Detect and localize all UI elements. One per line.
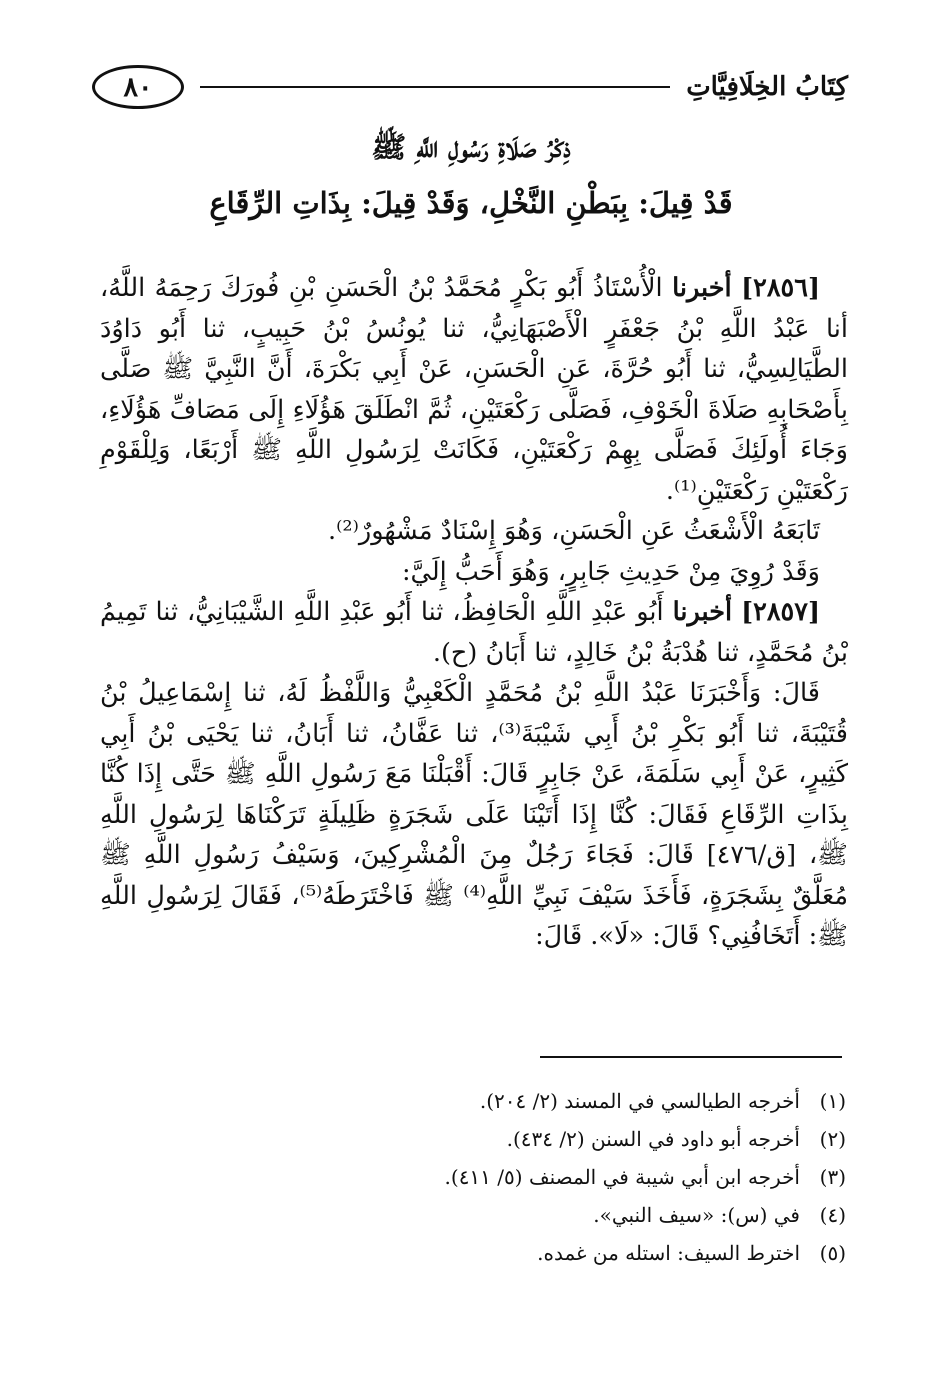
- footnote-number: (٤): [819, 1203, 846, 1227]
- hadith-continuation: قَالَ: وَأَخْبَرَنَا عَبْدُ اللَّهِ بْنُ مُحَمَّدٍ الْكَعْبِيُّ وَاللَّفْظُ لَهُ، ثنا إِسْمَاعِيلُ بْنُ قُتَيْبَةَ، ثنا أَبُو بَكْرِ بْنُ أَبِي شَيْبَةَ⁽³⁾، ثنا عَفَّانُ، ثنا أَبَانُ، ثنا يَحْيَى بْنُ أَبِي كَثِيرٍ، عَنْ أَبِي سَلَمَةَ، عَنْ جَابِرٍ قَالَ: أَقْبَلْنَا مَعَ رَسُولِ اللَّهِ ﷺ حَتَّى إِذَا كُنَّا بِذَاتِ الرِّقَاعِ فَقَالَ: كُنَّا إِذَا أَتَيْنَا عَلَى شَجَرَةٍ ظَلِيلَةٍ تَرَكْنَاهَا لِرَسُولِ اللَّهِ ﷺ، [ق/٤٧٦] قَالَ: فَجَاءَ رَجُلٌ مِنَ الْمُشْرِكِينَ، وَسَيْفُ رَسُولِ اللَّهِ ﷺ مُعَلَّقٌ بِشَجَرَةٍ، فَأَخَذَ سَيْفَ نَبِيِّ اللَّهِ⁽⁴⁾ ﷺ فَاخْتَرَطَهُ⁽⁵⁾، فَقَالَ لِرَسُولِ اللَّهِ ﷺ: أَتَخَافُنِي؟ قَالَ: «لَا». قَالَ:: [100, 678, 848, 951]
- main-text: [100, 268, 848, 957]
- footnote-number: (٣): [819, 1165, 846, 1189]
- footnote: [100, 1158, 846, 1196]
- hadith-2856: [100, 268, 848, 511]
- footnote-text: أخرجه ابن أبي شيبة في المصنف (٥/ ٤١١).: [444, 1165, 800, 1189]
- footnote-text: أخرجه الطيالسي في المسند (٢/ ٢٠٤).: [479, 1089, 800, 1113]
- footnote: [100, 1120, 846, 1158]
- footnote-number: (٢): [819, 1127, 846, 1151]
- header-rule: [200, 86, 670, 88]
- hadith-lead-word: أخبرنا: [672, 597, 733, 627]
- footnote-number: (١): [819, 1089, 846, 1113]
- hadith-lead-word: أخبرنا: [672, 273, 732, 303]
- hadith-2857: [100, 592, 848, 673]
- hadith-number: [٢٨٥٧]: [741, 597, 821, 627]
- commentary-line: وَقَدْ رُوِيَ مِنْ حَدِيثِ جَابِرٍ، وَهُوَ أَحَبُّ إِلَيَّ:: [401, 556, 820, 587]
- hadith-text: الْأُسْتَاذُ أَبُو بَكْرٍ مُحَمَّدُ بْنُ الْحَسَنِ بْنِ فُورَكَ رَحِمَهُ اللَّهُ، أنا عَبْدُ اللَّهِ بْنُ جَعْفَرٍ الْأَصْبَهَانِيُّ، ثنا يُونُسُ بْنُ حَبِيبٍ، ثنا أَبُو دَاوُدَ الطَّيَالِسِيُّ، ثنا أَبُو حُرَّةَ، عَنِ الْحَسَنِ، عَنْ أَبِي بَكْرَةَ، أَنَّ النَّبِيَّ ﷺ صَلَّى بِأَصْحَابِهِ صَلَاةَ الْخَوْفِ، فَصَلَّى رَكْعَتَيْنِ، ثُمَّ انْطَلَقَ هَؤُلَاءِ إِلَى مَصَافِّ هَؤُلَاءِ، وَجَاءَ أُولَئِكَ فَصَلَّى بِهِمْ رَكْعَتَيْنِ، فَكَانَتْ لِرَسُولِ اللَّهِ ﷺ أَرْبَعًا، وَلِلْقَوْمِ رَكْعَتَيْنِ رَكْعَتَيْنِ⁽¹⁾.: [100, 273, 848, 506]
- footnotes: [100, 1082, 846, 1272]
- footnote: [100, 1234, 846, 1272]
- hadith-number: [٢٨٥٦]: [741, 273, 821, 303]
- footnote: [100, 1196, 846, 1234]
- page-number: ٨٠: [92, 65, 184, 109]
- commentary-line: تَابَعَهُ الْأَشْعَثُ عَنِ الْحَسَنِ، وَهُوَ إِسْنَادٌ مَشْهُورٌ⁽²⁾.: [328, 516, 820, 546]
- footnote-number: (٥): [819, 1241, 846, 1265]
- running-head: [92, 62, 848, 112]
- footnote-text: اخترط السيف: استله من غمده.: [537, 1241, 800, 1265]
- footnote: [100, 1082, 846, 1120]
- book-title: كِتَابُ الخِلَافِيَّاتِ: [686, 72, 848, 102]
- chapter-subtitle: قَدْ قِيلَ: بِبَطْنِ النَّخْلِ، وَقَدْ قِيلَ: بِذَاتِ الرِّقَاعِ: [209, 186, 733, 220]
- footnote-text: أخرجه أبو داود في السنن (٢/ ٤٣٤).: [506, 1127, 800, 1151]
- hadith-text: أَبُو عَبْدِ اللَّهِ الْحَافِظُ، ثنا أَبُو عَبْدِ اللَّهِ الشَّيْبَانِيُّ، ثنا تَمِيمُ بْنُ مُحَمَّدٍ، ثنا هُدْبَةُ بْنُ خَالِدٍ، ثنا أَبَانُ (ح).: [100, 597, 848, 668]
- footnote-rule: [540, 1056, 842, 1058]
- footnote-text: في (س): «سيف النبي».: [593, 1203, 800, 1227]
- chapter-title: ذِكْرُ صَلَاةِ رَسُولِ اللَّهِ ﷺ: [371, 130, 571, 164]
